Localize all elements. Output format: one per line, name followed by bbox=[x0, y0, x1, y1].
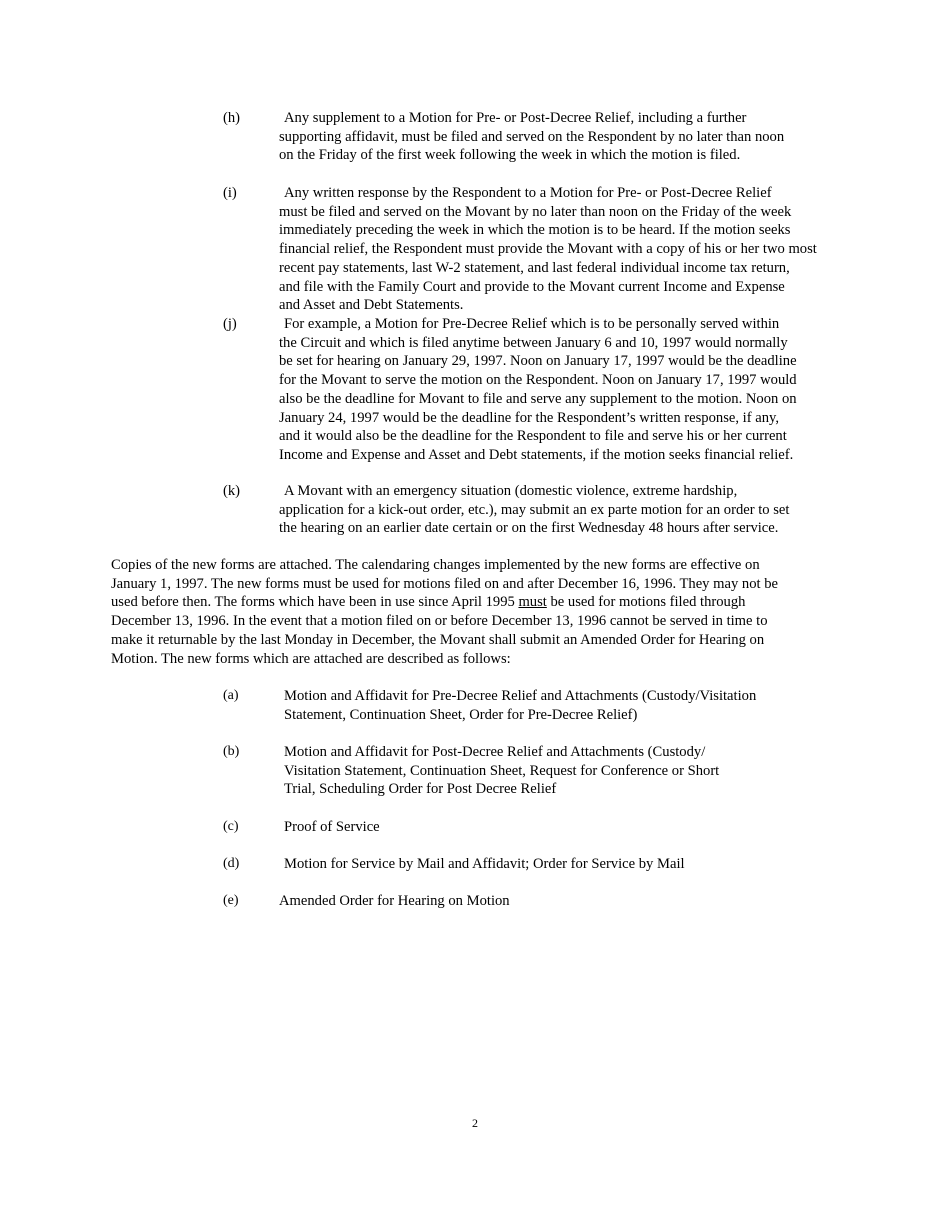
form-line: Proof of Service bbox=[284, 819, 380, 835]
form-item-a bbox=[223, 687, 843, 724]
form-label: (b) bbox=[223, 744, 240, 759]
list-item-i bbox=[223, 184, 843, 315]
paragraph-line: Motion. The new forms which are attached are described as follows: bbox=[111, 650, 511, 667]
form-item-d bbox=[223, 855, 843, 874]
item-line: A Movant with an emergency situation (domestic violence, extreme hardship, bbox=[284, 483, 738, 499]
form-body bbox=[284, 855, 843, 874]
item-line: the Circuit and which is filed anytime between January 6 and 10, 1997 would normally bbox=[279, 334, 788, 351]
item-line: and file with the Family Court and provide to the Movant current Income and Expense bbox=[279, 278, 785, 295]
item-line: and Asset and Debt Statements. bbox=[279, 297, 464, 314]
form-line: Statement, Continuation Sheet, Order for Pre-Decree Relief) bbox=[284, 706, 638, 723]
paragraph-line: Copies of the new forms are attached. The calendaring changes implemented by the new forms are effective on bbox=[111, 557, 760, 573]
page-number: 2 bbox=[472, 1116, 478, 1130]
item-label: (j) bbox=[223, 316, 237, 332]
paragraph-line: January 1, 1997. The new forms must be used for motions filed on and after December 16, 1996. They may not be bbox=[111, 575, 778, 592]
item-line: on the Friday of the first week following the week in which the motion is filed. bbox=[279, 147, 741, 164]
paragraph-text: be used for motions filed through bbox=[546, 594, 746, 611]
item-line: recent pay statements, last W-2 statement, and last federal individual income tax return, bbox=[279, 259, 790, 276]
list-item-h bbox=[223, 109, 843, 165]
item-line: Any written response by the Respondent to a Motion for Pre- or Post-Decree Relief bbox=[284, 185, 772, 201]
item-line: and it would also be the deadline for the Respondent to file and serve his or her current bbox=[279, 428, 787, 445]
item-body bbox=[279, 109, 843, 128]
item-line: for the Movant to serve the motion on the Respondent. Noon on January 17, 1997 would bbox=[279, 372, 797, 389]
item-body-continued bbox=[279, 501, 843, 538]
item-body bbox=[279, 315, 843, 334]
item-line: must be filed and served on the Movant by no later than noon on the Friday of the week bbox=[279, 203, 792, 220]
list-item-k bbox=[223, 482, 843, 538]
list-item-j bbox=[223, 315, 843, 465]
form-body bbox=[284, 743, 843, 799]
item-line: also be the deadline for Movant to file and serve any supplement to the motion. Noon on bbox=[279, 390, 797, 407]
form-line: Amended Order for Hearing on Motion bbox=[279, 893, 510, 909]
form-line: Motion for Service by Mail and Affidavit; Order for Service by Mail bbox=[284, 856, 685, 872]
paragraph-line: December 13, 1996. In the event that a motion filed on or before December 13, 1996 cannot be served in time to bbox=[111, 613, 768, 630]
item-line: immediately preceding the week in which the motion is to be heard. If the motion seeks bbox=[279, 222, 791, 239]
form-body bbox=[279, 892, 843, 911]
item-line: For example, a Motion for Pre-Decree Relief which is to be personally served within bbox=[284, 316, 780, 332]
form-label: (a) bbox=[223, 688, 239, 703]
paragraph-line bbox=[111, 593, 851, 612]
form-item-b bbox=[223, 743, 843, 799]
form-line: Visitation Statement, Continuation Sheet, Request for Conference or Short bbox=[284, 762, 720, 779]
item-line: January 24, 1997 would be the deadline for the Respondent’s written response, if any, bbox=[279, 409, 779, 426]
item-body-continued bbox=[279, 203, 843, 315]
body-paragraph bbox=[111, 556, 851, 668]
underlined-emphasis: must bbox=[518, 594, 547, 611]
form-body bbox=[284, 818, 843, 837]
form-label: (d) bbox=[223, 856, 240, 871]
item-body bbox=[279, 482, 843, 501]
item-line: Income and Expense and Asset and Debt statements, if the motion seeks financial relief. bbox=[279, 446, 794, 463]
form-item-c bbox=[223, 818, 843, 837]
item-line: the hearing on an earlier date certain or on the first Wednesday 48 hours after service. bbox=[279, 520, 779, 537]
item-label: (h) bbox=[223, 110, 241, 126]
item-label: (k) bbox=[223, 483, 241, 499]
form-line: Motion and Affidavit for Post-Decree Relief and Attachments (Custody/ bbox=[284, 744, 706, 760]
form-label: (c) bbox=[223, 819, 239, 834]
item-body bbox=[279, 184, 843, 203]
item-line: financial relief, the Respondent must provide the Movant with a copy of his or her two most bbox=[279, 241, 817, 258]
item-line: application for a kick-out order, etc.), may submit an ex parte motion for an order to set bbox=[279, 501, 790, 518]
form-label: (e) bbox=[223, 893, 239, 908]
item-line: be set for hearing on January 29, 1997. Noon on January 17, 1997 would be the deadline bbox=[279, 353, 797, 370]
item-body-continued bbox=[279, 128, 843, 165]
item-label: (i) bbox=[223, 185, 237, 201]
item-body-continued bbox=[279, 334, 843, 465]
item-line: Any supplement to a Motion for Pre- or Post-Decree Relief, including a further bbox=[284, 110, 747, 126]
item-line: supporting affidavit, must be filed and served on the Respondent by no later than noon bbox=[279, 128, 785, 145]
form-line: Motion and Affidavit for Pre-Decree Relief and Attachments (Custody/Visitation bbox=[284, 688, 757, 704]
form-body bbox=[284, 687, 843, 724]
paragraph-text: used before then. The forms which have been in use since April 1995 bbox=[111, 594, 519, 611]
form-line: Trial, Scheduling Order for Post Decree Relief bbox=[284, 781, 557, 798]
form-item-e bbox=[223, 892, 843, 911]
paragraph-line: make it returnable by the last Monday in December, the Movant shall submit an Amended Order for Hearing on bbox=[111, 631, 765, 648]
